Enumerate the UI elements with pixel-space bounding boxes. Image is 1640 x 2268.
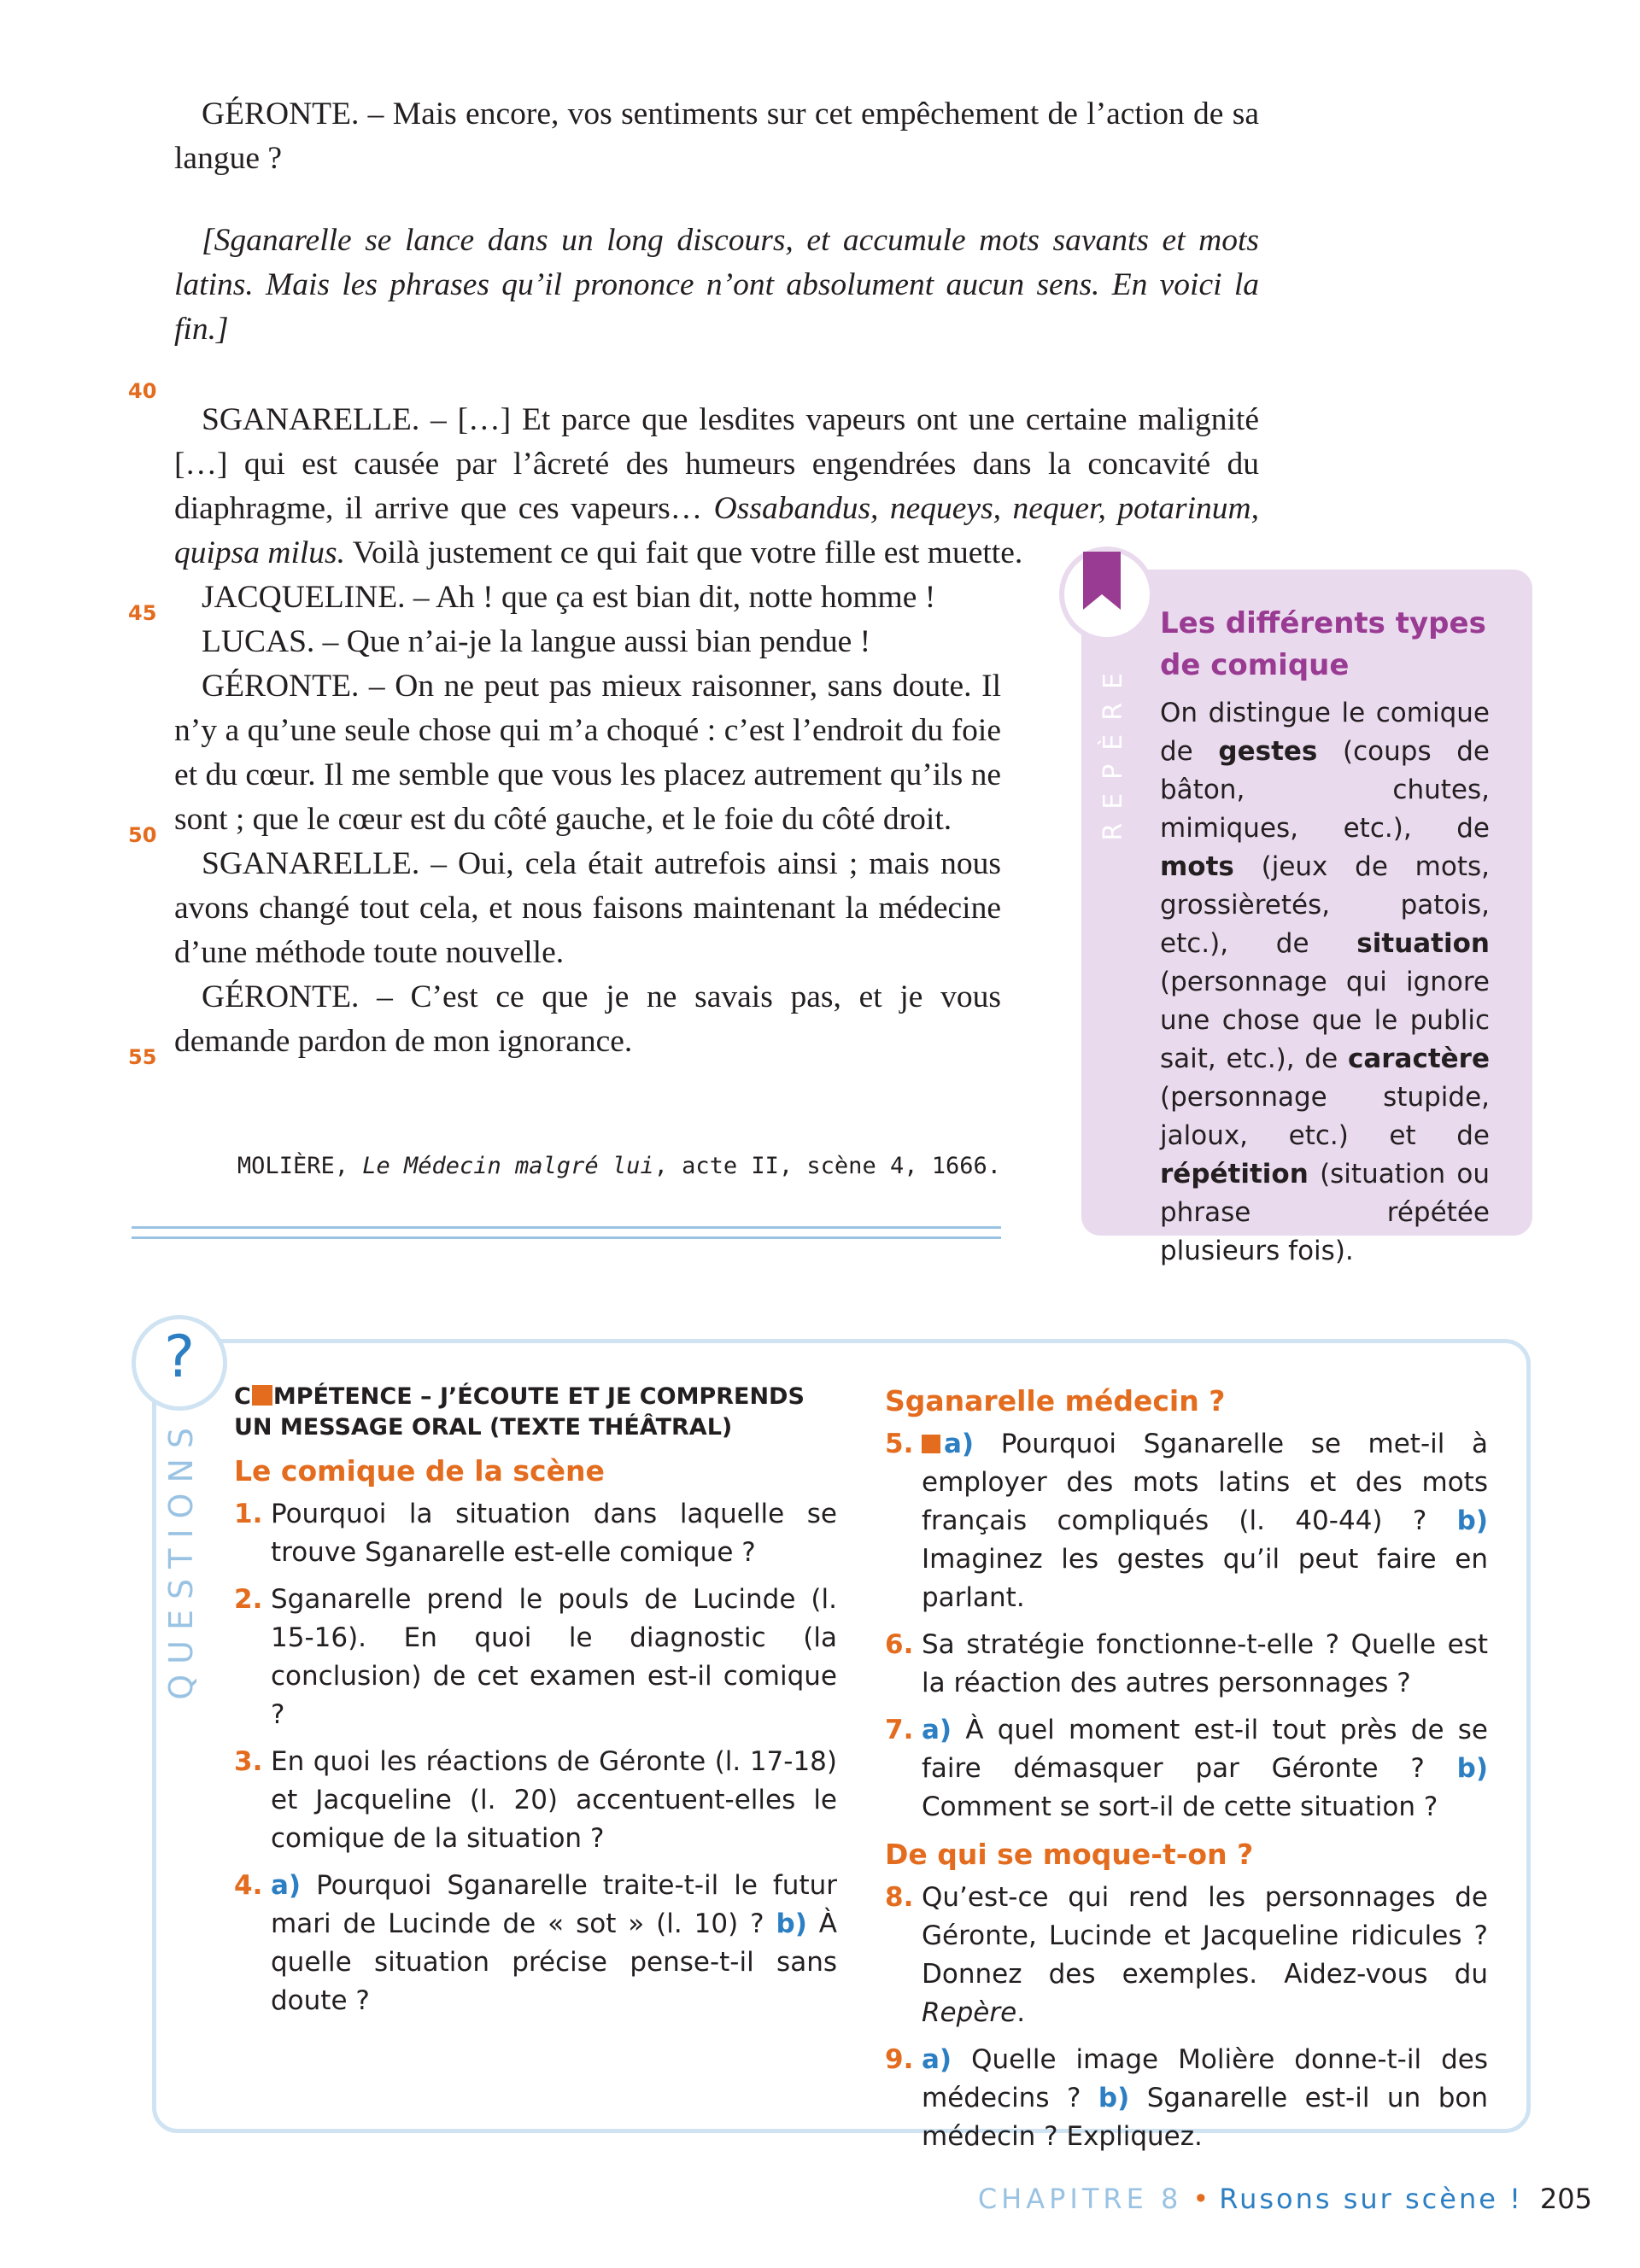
bookmark-icon (1083, 552, 1121, 610)
line-number-40: 40 (128, 379, 157, 403)
question-7: 7. a) À quel moment est-il tout près de se faire démasquer par Géronte ? b) Comment se sort-il de cette situation ? (885, 1715, 1488, 1822)
repere-body: On distingue le comique de gestes (coups de bâton, chutes, mimiques, etc.), de mots (jeux de mots, grossièretés, patois, etc.), de situation (personnage qui ignore une chose que le public sait, etc.), de caractère (personnage stupide, jaloux, etc.) et de répétition (situation ou phrase répétée plusieurs fois). (1160, 698, 1490, 1266)
questions-vertical-label: QUESTIONS (162, 1418, 200, 1700)
dialogue-text: SGANARELLE. – […] Et parce que lesdites vapeurs ont une certaine malignité […] qui est causée par l’âcreté des humeurs engendrées dans la concavité du diaphragme, il arrive que ces vapeurs… (174, 402, 1259, 526)
footer-bullet: • (1192, 2183, 1210, 2215)
divider-line (132, 1226, 1001, 1229)
question-9: 9. a) Quelle image Molière donne-t-il des médecins ? b) Sganarelle est-il un bon médecin ? Expliquez. (885, 2044, 1488, 2152)
source-title: Le Médecin malgré lui (362, 1153, 654, 1179)
footer-chapter-title: Rusons sur scène ! (1219, 2183, 1523, 2215)
source-author: MOLIÈRE, (237, 1153, 363, 1179)
footer-chapter: CHAPITRE 8 (977, 2183, 1183, 2215)
dialogue-sganarelle-2: SGANARELLE. – Oui, cela était autrefois ainsi ; mais nous avons changé tout cela, et nous faisons maintenant la médecine d’une méthode toute nouvelle. (174, 846, 1001, 970)
repere-vertical-label: REPÈRE (1098, 659, 1128, 841)
questions-left-column (234, 1382, 837, 2029)
question-mark-icon: ? (163, 1324, 196, 1391)
dialogue-jacqueline: JACQUELINE. – Ah ! que ça est bian dit, notte homme ! (202, 580, 936, 615)
square-bullet-icon (922, 1435, 940, 1453)
question-4: 4. a) Pourquoi Sganarelle traite-t-il le futur mari de Lucinde de « sot » (l. 10) ? b) À quelle situation précise pense-t-il sans doute ? (234, 1870, 838, 2016)
question-3: 3. En quoi les réactions de Géronte (l. 17-18) et Jacqueline (l. 20) accentuent-elles le comique de la situation ? (234, 1746, 837, 1854)
line-number-55: 55 (128, 1045, 157, 1069)
line-number-45: 45 (128, 601, 157, 625)
question-2: 2. Sganarelle prend le pouls de Lucinde (l. 15-16). En quoi le diagnostic (la conclusion) de cet examen est-il comique ? (234, 1584, 837, 1730)
source-citation (174, 1153, 1001, 1179)
question-6: 6. Sa stratégie fonctionne-t-elle ? Quelle est la réaction des autres personnages ? (885, 1629, 1488, 1698)
latin-gibberish: Ossabandus, nequeys, nequer, potarinum, quipsa milus. (174, 491, 1259, 570)
source-details: , acte II, scène 4, 1666. (653, 1153, 1001, 1179)
section-heading-moque: De qui se moque-t-on ? (885, 1838, 1254, 1871)
square-bullet-icon (252, 1385, 272, 1406)
section-heading-medecin: Sganarelle médecin ? (885, 1384, 1226, 1418)
line-number-50: 50 (128, 823, 157, 847)
dialogue-geronte-2: GÉRONTE. – On ne peut pas mieux raisonner, sans doute. Il n’y a qu’une seule chose qui m’a choqué : c’est l’endroit du foie et du cœur. Il me semble que vous les placez autrement qu’ils ne sont ; que le cœur est du côté gauche, et le foie du côté droit. (174, 669, 1001, 837)
question-8: 8. Qu’est-ce qui rend les personnages de Géronte, Lucinde et Jacqueline ridicules ? Donnez des exemples. Aidez-vous du Repère. (885, 1882, 1488, 2028)
competence-heading: C MPÉTENCE – J’ÉCOUTE ET JE COMPRENDS UN MESSAGE ORAL (TEXTE THÉÂTRAL) (234, 1383, 805, 1441)
dialogue-geronte-3: GÉRONTE. – C’est ce que je ne savais pas, et je vous demande pardon de mon ignorance. (174, 979, 1001, 1059)
dialogue-text: Voilà justement ce qui fait que votre fille est muette. (345, 535, 1023, 570)
repere-title: Les différents types de comique (1160, 606, 1486, 682)
stage-direction: [Sganarelle se lance dans un long discours, et accumule mots savants et mots latins. Mais les phrases qu’il prononce n’ont absolument aucun sens. En voici la fin.] (174, 223, 1259, 347)
page-footer (978, 2183, 1592, 2215)
page-number: 205 (1539, 2183, 1592, 2215)
question-5: 5. a) Pourquoi Sganarelle se met-il à employer des mots latins et des mots français compliqués (l. 40-44) ? b) Imaginez les gestes qu’il peut faire en parlant. (885, 1429, 1488, 1613)
divider-line (132, 1236, 1001, 1239)
question-1: 1. Pourquoi la situation dans laquelle se trouve Sganarelle est-elle comique ? (234, 1499, 837, 1568)
questions-right-column (885, 1382, 1488, 2165)
section-heading-comique: Le comique de la scène (234, 1454, 605, 1488)
dialogue-geronte-1: GÉRONTE. – Mais encore, vos sentiments sur cet empêchement de l’action de sa langue ? (174, 96, 1259, 176)
dialogue-lucas: LUCAS. – Que n’ai-je la langue aussi bian pendue ! (202, 624, 871, 659)
